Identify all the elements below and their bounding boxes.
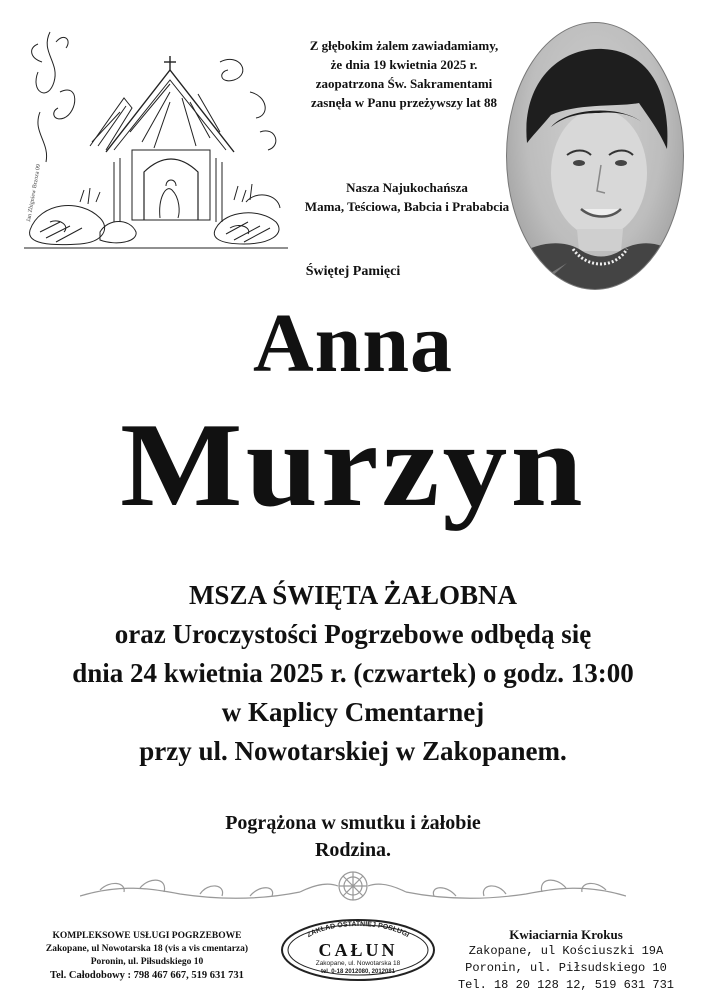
funeral-date: dnia 24 kwietnia 2025 r. (czwartek) o godz. 13:00 (72, 658, 634, 688)
florist-address-2: Poronin, ul. Piłsudskiego 10 (465, 961, 667, 975)
funeral-home-info (8, 930, 286, 982)
family-signature (0, 810, 706, 864)
chapel-sketch (20, 22, 292, 250)
florist-address: Zakopane, ul Kościuszki 19A (468, 944, 664, 958)
intro-line: zasnęła w Panu przeżywszy lat 88 (311, 95, 497, 110)
logo-name: CAŁUN (318, 940, 398, 960)
deceased-last-name: Murzyn (120, 398, 586, 531)
portrait-figure (507, 23, 683, 289)
logo-phone: tel. 0-18 2012080, 2012081 (320, 969, 396, 975)
sorrow-line: Pogrążona w smutku i żałobie (225, 812, 481, 834)
funeral-details (0, 576, 706, 771)
portrait-photo (506, 22, 684, 290)
funeral-home-phone: Tel. Całodobowy : 798 467 667, 519 631 731 (50, 970, 244, 981)
florist-name: Kwiaciarnia Krokus (509, 927, 623, 942)
memory-heading: Świętej Pamięci (305, 264, 401, 279)
funeral-address: przy ul. Nowotarskiej w Zakopanem. (139, 736, 567, 766)
funeral-place: w Kaplicy Cmentarnej (221, 697, 485, 727)
calun-logo (278, 918, 438, 982)
funeral-home-name: KOMPLEKSOWE USŁUGI POGRZEBOWE (52, 931, 242, 941)
family-relation (300, 178, 514, 216)
funeral-line: oraz Uroczystości Pogrzebowe odbędą się (114, 619, 592, 649)
funeral-home-address-2: Poronin, ul. Piłsudskiego 10 (90, 957, 204, 967)
intro-line: Z głębokim żalem zawiadamiamy, (309, 38, 499, 53)
intro-line: że dnia 19 kwietnia 2025 r. (330, 57, 478, 72)
deceased-first-name: Anna (252, 297, 454, 390)
family-line: Nasza Najukochańsza (346, 180, 468, 195)
ornament-divider (80, 864, 626, 906)
funeral-heading: MSZA ŚWIĘTA ŻAŁOBNA (188, 580, 518, 610)
sketch-signature: Jan Zbigniew Brzoza 09 (26, 163, 43, 223)
florist-phone: Tel. 18 20 128 12, 519 631 731 (457, 978, 675, 992)
family-sign: Rodzina. (314, 839, 392, 861)
logo-top-text: ZAKŁAD OSTATNIEJ POSŁUGI (305, 920, 411, 940)
intro-line: zaopatrzona Św. Sakramentami (315, 76, 493, 91)
family-line: Mama, Teściowa, Babcia i Prababcia (304, 199, 510, 214)
funeral-home-address: Zakopane, ul Nowotarska 18 (vis a vis cmentarza) (45, 944, 249, 954)
death-announcement (296, 36, 512, 112)
florist-info (440, 926, 692, 994)
logo-address: Zakopane, ul. Nowotarska 18 (315, 960, 401, 967)
